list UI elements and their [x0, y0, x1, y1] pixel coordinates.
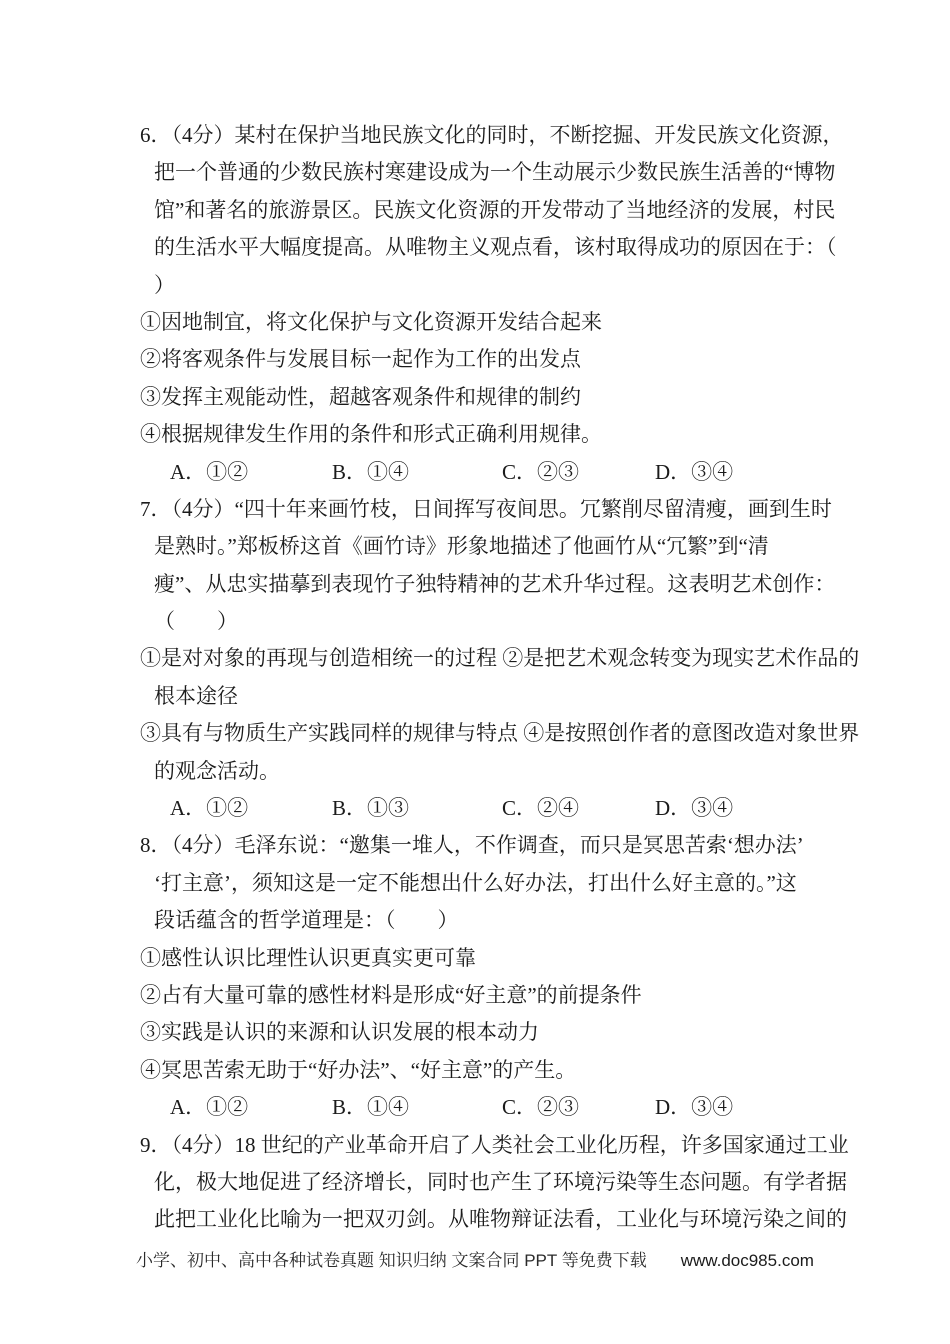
footer-site-url[interactable]: www.doc985.com	[680, 1251, 814, 1270]
answer-choices-row	[0, 1089, 950, 1126]
question-text-line: （ ）	[154, 609, 238, 634]
question-text-line: ‘打主意’，须知这是一定不能想出什么好办法，打出什么好主意的。”这	[154, 870, 797, 895]
footer-promo-text: 小学、初中、高中各种试卷真题 知识归纳 文案合同 PPT 等免费下载	[136, 1251, 647, 1270]
question-text-line: 瘦”、从忠实描摹到表现竹子独特精神的艺术升华过程。这表明艺术创作：	[154, 571, 836, 596]
option-statement-line: ①因地制宜，将文化保护与文化资源开发结合起来	[140, 309, 602, 334]
page-footer	[0, 1246, 950, 1271]
question-text-line: 的观念活动。	[154, 758, 280, 783]
choice-option-d: D．③④	[655, 796, 734, 821]
choice-option-c: C．②③	[502, 1095, 580, 1120]
question-text-line: 6．（4分）某村在保护当地民族文化的同时，不断挖掘、开发民族文化资源，	[140, 123, 844, 147]
choice-option-c: C．②④	[502, 796, 580, 821]
option-statement-line: ③具有与物质生产实践同样的规律与特点 ④是按照创作者的意图改造对象世界	[140, 721, 860, 746]
question-text-line: 化，极大地促进了经济增长，同时也产生了环境污染等生态问题。有学者据	[154, 1169, 847, 1194]
question-text-line: 9．（4分）18 世纪的产业革命开启了人类社会工业化历程，许多国家通过工业	[140, 1132, 849, 1157]
question-text-line: 馆”和著名的旅游景区。民族文化资源的开发带动了当地经济的发展，村民	[154, 197, 836, 222]
option-statement-line: ①是对对象的再现与创造相统一的过程 ②是把艺术观念转变为现实艺术作品的	[140, 646, 860, 671]
option-statement-line: ②将客观条件与发展目标一起作为工作的出发点	[140, 347, 581, 372]
question-text-line: ）	[154, 272, 175, 297]
option-statement-line: ③发挥主观能动性，超越客观条件和规律的制约	[140, 384, 581, 409]
option-statement-line: ④根据规律发生作用的条件和形式正确利用规律。	[140, 422, 602, 447]
question-text-line: 此把工业化比喻为一把双刃剑。从唯物辩证法看，工业化与环境污染之间的	[154, 1207, 847, 1232]
option-statement-line: ①感性认识比理性认识更真实更可靠	[140, 945, 476, 970]
question-text-line: 把一个普通的少数民族村寒建设成为一个生动展示少数民族生活善的“博物	[154, 160, 836, 185]
option-statement-line: ④冥思苦索无助于“好办法”、“好主意”的产生。	[140, 1057, 577, 1082]
exam-body	[0, 117, 950, 1239]
option-statement-line: ③实践是认识的来源和认识发展的根本动力	[140, 1020, 539, 1045]
choice-option-b: B．①④	[332, 459, 410, 484]
answer-choices-row	[0, 454, 950, 491]
choice-option-c: C．②③	[502, 459, 580, 484]
choice-option-b: B．①④	[332, 1095, 410, 1120]
choice-option-a: A．①②	[170, 1095, 249, 1120]
choice-option-b: B．①③	[332, 796, 410, 821]
question-text-line: 8．（4分）毛泽东说：“邀集一堆人，不作调查，而只是冥思苦索‘想办法’	[140, 833, 804, 858]
option-statement-line: ②占有大量可靠的感性材料是形成“好主意”的前提条件	[140, 982, 642, 1007]
question-text-line: 是熟时。”郑板桥这首《画竹诗》形象地描述了他画竹从“冗繁”到“清	[154, 534, 769, 559]
choice-option-a: A．①②	[170, 796, 249, 821]
question-text-line: 的生活水平大幅度提高。从唯物主义观点看，该村取得成功的原因在于：（	[154, 235, 837, 260]
question-text-line: 段话蕴含的哲学道理是：（ ）	[154, 908, 459, 933]
choice-option-a: A．①②	[170, 459, 249, 484]
question-text-line: 根本途径	[154, 683, 238, 708]
choice-option-d: D．③④	[655, 459, 734, 484]
answer-choices-row	[0, 790, 950, 827]
question-text-line: 7．（4分）“四十年来画竹枝，日间挥写夜间思。冗繁削尽留清瘦，画到生时	[140, 496, 832, 521]
choice-option-d: D．③④	[655, 1095, 734, 1120]
